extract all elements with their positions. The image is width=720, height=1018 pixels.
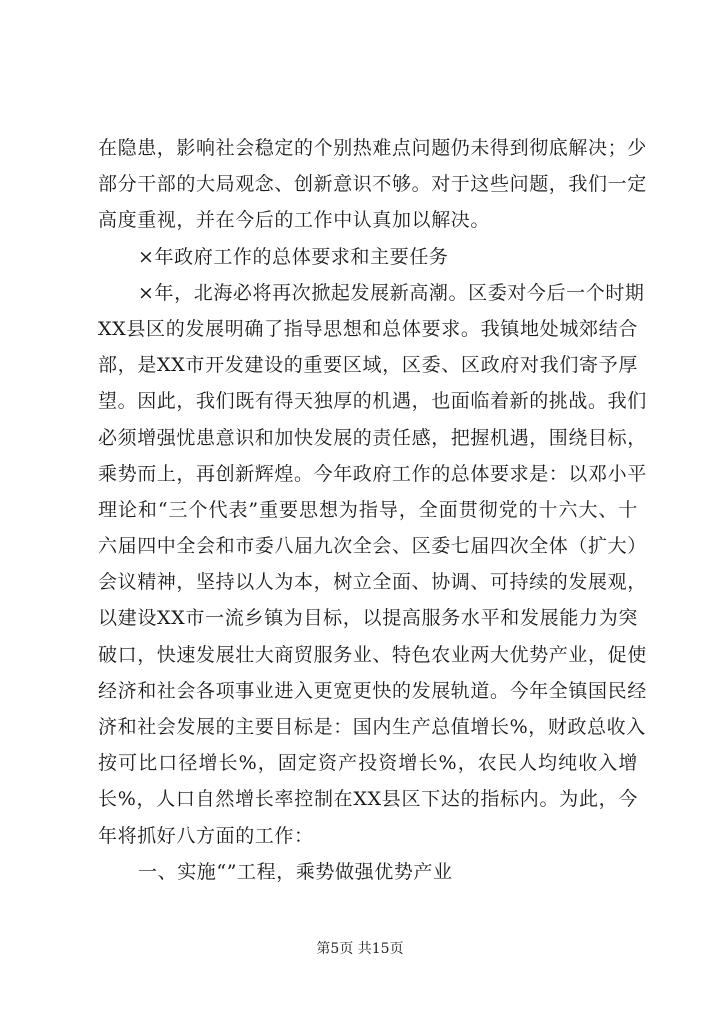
text-line: 年将抓好八方面的工作： bbox=[98, 824, 314, 847]
text-line: 六届四中全会和市委八届九次全会、区委七届四次全体（扩大） bbox=[98, 535, 647, 558]
text-line: 会议精神，坚持以人为本，树立全面、协调、可持续的发展观， bbox=[98, 571, 647, 594]
text-line: 高度重视，并在今后的工作中认真加以解决。 bbox=[98, 209, 491, 232]
text-line: 在隐患，影响社会稳定的个别热难点问题仍未得到彻底解决；少 bbox=[98, 137, 647, 159]
text-line: 按可比口径增长%，固定资产投资增长%，农民人均纯收入增 bbox=[98, 752, 638, 775]
body-text bbox=[98, 130, 647, 890]
text-line: 部，是XX市开发建设的重要区域，区委、区政府对我们寄予厚 bbox=[98, 354, 638, 377]
text-line: 理论和“三个代表”重要思想为指导，全面贯彻党的十六大、十 bbox=[98, 498, 638, 521]
text-line: 望。因此，我们既有得天独厚的机遇，也面临着新的挑战。我们 bbox=[98, 390, 647, 413]
text-line: 乘势而上，再创新辉煌。今年政府工作的总体要求是：以邓小平 bbox=[98, 462, 647, 485]
text-line: 部分干部的大局观念、创新意识不够。对于这些问题，我们一定 bbox=[98, 173, 647, 196]
text-line: ×年，北海必将再次掀起发展新高潮。区委对今后一个时期 bbox=[138, 281, 645, 304]
text-line: 经济和社会各项事业进入更宽更快的发展轨道。今年全镇国民经 bbox=[98, 679, 647, 702]
page-number: 第5页 共15页 bbox=[316, 941, 404, 957]
text-line: 济和社会发展的主要目标是：国内生产总值增长%，财政总收入 bbox=[98, 716, 646, 738]
section-heading: 一、实施“”工程，乘势做强优势产业 bbox=[138, 860, 453, 883]
section-heading: ×年政府工作的总体要求和主要任务 bbox=[138, 245, 449, 268]
text-line: XX县区的发展明确了指导思想和总体要求。我镇地处城郊结合 bbox=[98, 317, 638, 340]
text-line: 必须增强忧患意识和加快发展的责任感，把握机遇，围绕目标， bbox=[98, 426, 647, 449]
page-footer bbox=[0, 938, 720, 958]
text-line: 长%，人口自然增长率控制在XX县区下达的指标内。为此，今 bbox=[98, 788, 638, 811]
text-line: 破口，快速发展壮大商贸服务业、特色农业两大优势产业，促使 bbox=[98, 643, 647, 666]
text-line: 以建设XX市一流乡镇为目标，以提高服务水平和发展能力为突 bbox=[98, 607, 638, 630]
